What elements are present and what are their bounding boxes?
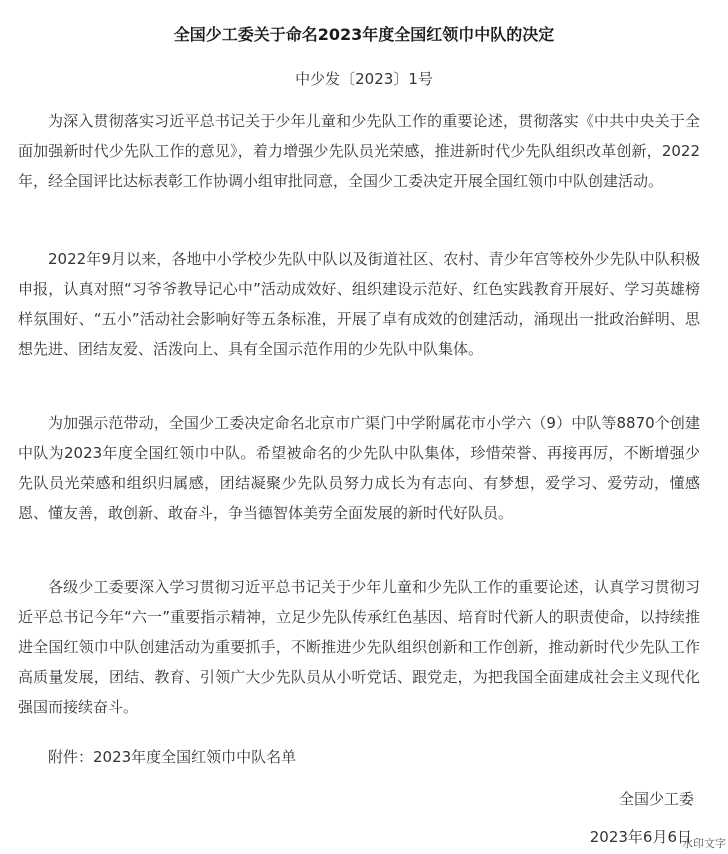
document-number: 中少发〔2023〕1号 <box>295 70 433 88</box>
paragraph-activities: 2022年9月以来，各地中小学校少先队中队以及街道社区、农村、青少年宫等校外少先队中队积极申报，认真对照“习爷爷教导记心中”活动成效好、组织建设示范好、红色实践教育开展好、学习英雄榜样氛围好、“五小”活动社会影响好等五条标准，开展了卓有成效的创建活动，涌现出一批政治鲜明、思想先进、团结友爱、活泼向上、具有全国示范作用的少先队中队集体。 <box>18 250 700 358</box>
paragraph-intro: 为深入贯彻落实习近平总书记关于少年儿童和少先队工作的重要论述，贯彻落实《中共中央关于全面加强新时代少先队工作的意见》，着力增强少先队员光荣感，推进新时代少先队组织改革创新，2022年，经全国评比达标表彰工作协调小组审批同意，全国少工委决定开展全国红领巾中队创建活动。 <box>18 112 700 190</box>
attachment-note: 附件：2023年度全国红领巾中队名单 <box>48 748 297 766</box>
signature-date: 2023年6月6日 <box>589 828 692 846</box>
signature-organization: 全国少工委 <box>618 790 694 808</box>
document-title: 全国少工委关于命名2023年度全国红领巾中队的决定 <box>173 25 555 44</box>
watermark-text: 水印文字 <box>682 837 726 850</box>
paragraph-naming: 为加强示范带动，全国少工委决定命名北京市广渠门中学附属花市小学六（9）中队等8870个创建中队为2023年度全国红领巾中队。希望被命名的少先队中队集体，珍惜荣誉、再接再厉，不断增强少先队员光荣感和组织归属感，团结凝聚少先队员努力成长为有志向、有梦想，爱学习、爱劳动，懂感恩、懂友善，敢创新、敢奋斗，争当德智体美劳全面发展的新时代好队员。 <box>18 414 700 522</box>
paragraph-requirements: 各级少工委要深入学习贯彻习近平总书记关于少年儿童和少先队工作的重要论述，认真学习贯彻习近平总书记今年“六一”重要指示精神，立足少先队传承红色基因、培育时代新人的职责使命，以持续推进全国红领巾中队创建活动为重要抓手，不断推进少先队组织创新和工作创新，推动新时代少先队工作高质量发展，团结、教育、引领广大少先队员从小听党话、跟党走，为把我国全面建成社会主义现代化强国而接续奋斗。 <box>18 578 700 716</box>
